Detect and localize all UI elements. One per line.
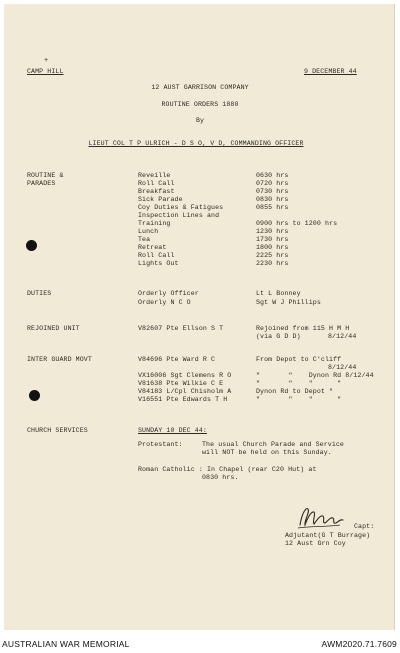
duties-label: DUTIES (27, 290, 52, 297)
routine-time: 0730 hrs (256, 188, 289, 195)
church-date: SUNDAY 10 DEC 44: (138, 427, 207, 434)
routine-item: Breakfast (138, 188, 175, 195)
rejoined-detail: Rejoined from 115 H M H (256, 325, 350, 332)
catholic-text-1: Roman Catholic : In Chapel (rear C20 Hut) at (138, 466, 317, 473)
routine-item: Inspection Lines and (138, 212, 220, 219)
routine-time: 0830 hrs (256, 196, 289, 203)
movt-label: INTER GUARD MOVT (27, 356, 92, 363)
routine-time: 0720 hrs (256, 180, 289, 187)
punch-hole (26, 240, 37, 251)
routine-item: Training (138, 220, 171, 227)
document-page (4, 4, 395, 630)
protestant-text-1: The usual Church Parade and Service (202, 441, 344, 448)
routine-label-2: PARADES (27, 180, 56, 187)
routine-time: 1230 hrs (256, 228, 289, 235)
protestant-label: Protestant: (138, 441, 183, 448)
movt-entry: VX16006 Sgt Clemens R O (138, 372, 232, 379)
company-title: 12 AUST GARRISON COMPANY (151, 84, 249, 91)
routine-item: Lights Out (138, 260, 179, 267)
routine-item: Roll Call (138, 180, 175, 187)
routine-label-1: ROUTINE & (27, 172, 64, 179)
duty-role: Orderly N C O (138, 299, 191, 306)
routine-item: Coy Duties & Fatigues (138, 204, 224, 211)
routine-item: Tea (138, 236, 151, 243)
routine-time: 1800 hrs (256, 244, 289, 251)
movt-entry: V81638 Pte Wilkie C E (138, 380, 224, 387)
footer-source: AUSTRALIAN WAR MEMORIAL (2, 639, 130, 649)
rejoined-entry: V82607 Pte Ellson S T (138, 325, 224, 332)
routine-item: Roll Call (138, 252, 175, 259)
punch-hole (29, 390, 40, 401)
handwritten-signature (296, 503, 346, 531)
rejoined-detail-2: (via G D D) (256, 333, 301, 340)
movt-entry: V84696 Pte Ward R C (138, 356, 216, 363)
duty-name: Lt L Bonney (256, 290, 301, 297)
routine-time: 2225 hrs (256, 252, 289, 259)
movt-detail: " " Dynon Rd 8/12/44 (256, 372, 374, 379)
orders-title: ROUTINE ORDERS 1880 (161, 101, 239, 108)
order-date: 9 DECEMBER 44 (304, 68, 357, 75)
routine-time: 1730 hrs (256, 236, 289, 243)
duty-role: Orderly Officer (138, 290, 199, 297)
movt-entry: V84183 L/Cpl Chisholm A (138, 388, 232, 395)
protestant-text-2: will NOT be held on this Sunday. (202, 449, 332, 456)
catholic-text-2: 0830 hrs. (202, 474, 239, 481)
signature-adjutant: Adjutant(G T Burrage) (285, 532, 371, 539)
footer-accession: AWM2020.71.7609 (321, 639, 397, 649)
footer-bar (0, 632, 400, 653)
church-label: CHURCH SERVICES (27, 427, 88, 434)
routine-time: 0900 hrs to 1200 hrs (256, 220, 338, 227)
movt-entry: V16551 Pte Edwards T H (138, 396, 228, 403)
rejoined-label: REJOINED UNIT (27, 325, 80, 332)
commander-line: LIEUT COL T P ULRICH - D S O, V D, COMMANDING OFFICER (88, 140, 304, 147)
pencil-mark: + (44, 57, 49, 65)
movt-date: 8/12/44 (328, 364, 357, 371)
duty-name: Sgt W J Phillips (256, 299, 321, 306)
routine-item: Reveille (138, 172, 171, 179)
rejoined-date: 8/12/44 (328, 333, 357, 340)
routine-time: 0855 hrs (256, 204, 289, 211)
routine-item: Lunch (138, 228, 159, 235)
location: CAMP HILL (27, 68, 64, 75)
movt-detail: From Depot to C'cliff (256, 356, 342, 363)
movt-detail: " " " " (256, 380, 342, 387)
routine-item: Sick Parade (138, 196, 183, 203)
movt-detail: Dynon Rd to Depot " (256, 388, 334, 395)
routine-item: Retreat (138, 244, 167, 251)
by-line: By (195, 117, 205, 124)
signature-unit: 12 Aust Grn Coy (285, 540, 346, 547)
signature-title: Capt: (354, 523, 375, 530)
routine-time: 2230 hrs (256, 260, 289, 267)
movt-detail: " " " " (256, 396, 342, 403)
routine-time: 0630 hrs (256, 172, 289, 179)
